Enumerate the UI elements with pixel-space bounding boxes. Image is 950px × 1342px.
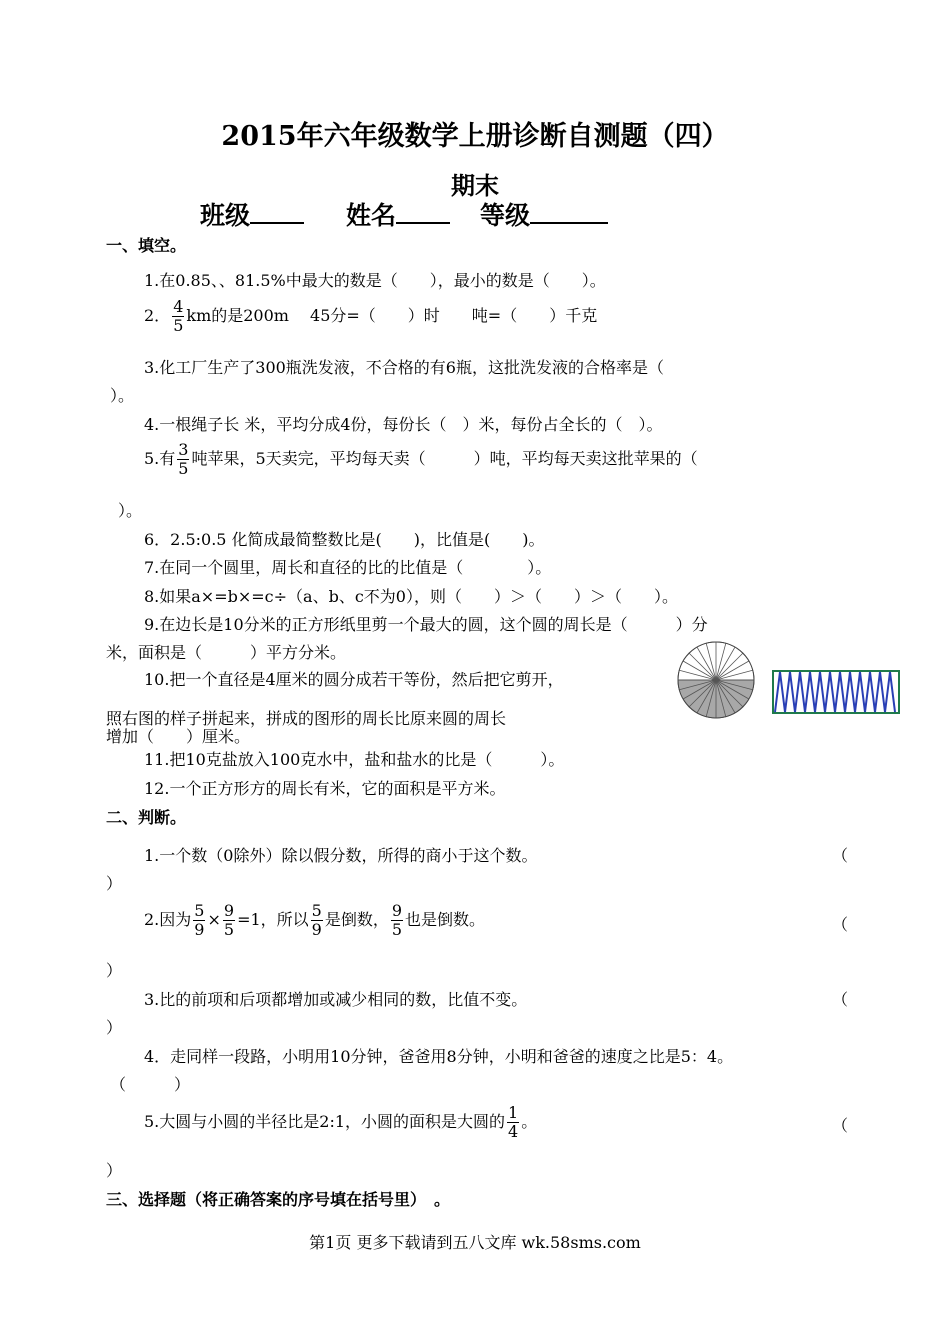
- info-class: [200, 196, 304, 232]
- s2-q2-mid: =1，所以: [237, 910, 309, 929]
- s1-q9: 9.在边长是10分米的正方形纸里剪一个最大的圆，这个圆的周长是（ ）分: [144, 615, 708, 634]
- fraction: [507, 1104, 519, 1141]
- fraction-numerator: 3: [178, 440, 189, 459]
- page-title: 2015年六年级数学上册诊断自测题（四）: [221, 121, 729, 152]
- page-subtitle: 期末: [451, 171, 499, 200]
- s1-q1: 1.在0.85、、81.5%中最大的数是（ ），最小的数是（ ）。: [144, 271, 606, 290]
- s2-q3-open-paren: （: [832, 990, 849, 1009]
- s2-q1-open-paren: （: [832, 846, 849, 865]
- info-class-label: 班级: [200, 201, 251, 230]
- fraction-denominator: 9: [194, 920, 205, 939]
- fraction-denominator: 9: [311, 920, 322, 939]
- fraction-denominator: 5: [178, 459, 189, 478]
- info-grade: [480, 196, 608, 232]
- s1-q5: [144, 441, 698, 478]
- fraction-numerator: 5: [194, 901, 205, 920]
- s2-q2-mid2: 是倒数，: [324, 910, 389, 929]
- info-name: [346, 196, 450, 232]
- info-name-label: 姓名: [346, 201, 397, 230]
- s2-q5-prefix: 5.大圆与小圆的半径比是2:1，小圆的面积是大圆的: [144, 1112, 506, 1131]
- circle-sectors-figure: [676, 640, 756, 720]
- s1-q2-suffix: km的是200m 45分=（ ）时 吨=（ ）千克: [186, 306, 598, 325]
- fraction-denominator: 5: [223, 920, 235, 939]
- fraction-denominator: 5: [391, 920, 403, 939]
- s1-q3-cont: ）。: [110, 386, 135, 405]
- fraction-denominator: 4: [508, 1122, 519, 1141]
- s2-q2: [144, 902, 485, 939]
- fraction: [223, 902, 235, 939]
- s1-q3: 3.化工厂生产了300瓶洗发液，不合格的有6瓶，这批洗发液的合格率是（: [144, 358, 664, 377]
- fraction-numerator: 4: [173, 297, 184, 316]
- section-1-heading: 一、填空。: [106, 236, 187, 255]
- s1-q2: [144, 298, 597, 335]
- s2-q5: [144, 1104, 537, 1141]
- s1-q5-suffix: 吨苹果，5天卖完，平均每天卖（ ）吨，平均每天卖这批苹果的（: [191, 449, 698, 468]
- rearranged-sectors-figure: [772, 670, 900, 714]
- section-3-heading: 三、选择题（将正确答案的序号填在括号里） 。: [106, 1190, 451, 1209]
- info-grade-label: 等级: [480, 201, 531, 230]
- s2-q2-suffix: 也是倒数。: [405, 910, 486, 929]
- s1-q2-prefix: 2．: [144, 306, 171, 325]
- s2-q4-paren: （ ）: [110, 1075, 191, 1094]
- section-2-heading: 二、判断。: [106, 808, 187, 827]
- s2-q2-close-paren: ）: [106, 961, 123, 980]
- s2-q4: 4．走同样一段路，小明用10分钟，爸爸用8分钟，小明和爸爸的速度之比是5：4。: [144, 1047, 734, 1066]
- s2-q5-close-paren: ）: [106, 1161, 123, 1180]
- s1-q8: 8.如果a×=b×=c÷（a、b、c不为0），则（ ）＞（ ）＞（ ）。: [144, 587, 678, 606]
- fraction: [177, 441, 189, 478]
- fraction: [391, 902, 403, 939]
- s1-q4: 4.一根绳子长 米，平均分成4份，每份长（ ）米，每份占全长的（ ）。: [144, 415, 663, 434]
- class-blank: [250, 198, 304, 224]
- s2-q1-close-paren: ）: [106, 874, 123, 893]
- s1-q9-cont: 米，面积是（ ）平方分米。: [106, 643, 347, 662]
- s2-q2-prefix: 2.因为: [144, 910, 192, 929]
- fraction: [172, 298, 184, 335]
- fraction-numerator: 9: [223, 901, 235, 920]
- fraction-numerator: 9: [391, 901, 403, 920]
- s1-q10-cont2: 增加（ ）厘米。: [106, 727, 251, 746]
- name-blank: [396, 198, 450, 224]
- s2-q5-open-paren: （: [832, 1116, 849, 1135]
- s1-q5-cont: ）。: [118, 501, 143, 520]
- fraction: [193, 902, 205, 939]
- fraction-denominator: 5: [173, 316, 184, 335]
- times-sign: ×: [207, 910, 221, 929]
- fraction-numerator: 1: [508, 1103, 519, 1122]
- s2-q3-close-paren: ）: [106, 1018, 123, 1037]
- fraction-numerator: 5: [311, 901, 322, 920]
- page-footer: 第1页 更多下载请到五八文库 wk.58sms.com: [309, 1233, 641, 1252]
- grade-blank: [530, 198, 608, 224]
- s2-q5-suffix: 。: [521, 1112, 538, 1131]
- fraction: [311, 902, 323, 939]
- s1-q6: 6．2.5:0.5 化简成最简整数比是( )，比值是( )。: [144, 530, 545, 549]
- s1-q10-cont: 照右图的样子拼起来，拼成的图形的周长比原来圆的周长: [106, 709, 507, 728]
- s1-q12: 12.一个正方形方的周长有米，它的面积是平方米。: [144, 779, 506, 798]
- s2-q3: 3.比的前项和后项都增加或减少相同的数，比值不变。: [144, 990, 528, 1009]
- s2-q2-open-paren: （: [832, 915, 849, 934]
- s1-q7: 7.在同一个圆里，周长和直径的比的比值是（ ）。: [144, 558, 552, 577]
- s2-q1: 1.一个数（0除外）除以假分数，所得的商小于这个数。: [144, 846, 538, 865]
- s1-q5-prefix: 5.有: [144, 449, 176, 468]
- s1-q10: 10.把一个直径是4厘米的圆分成若干等份，然后把它剪开，: [144, 670, 564, 689]
- s1-q11: 11.把10克盐放入100克水中，盐和盐水的比是（ ）。: [144, 750, 565, 769]
